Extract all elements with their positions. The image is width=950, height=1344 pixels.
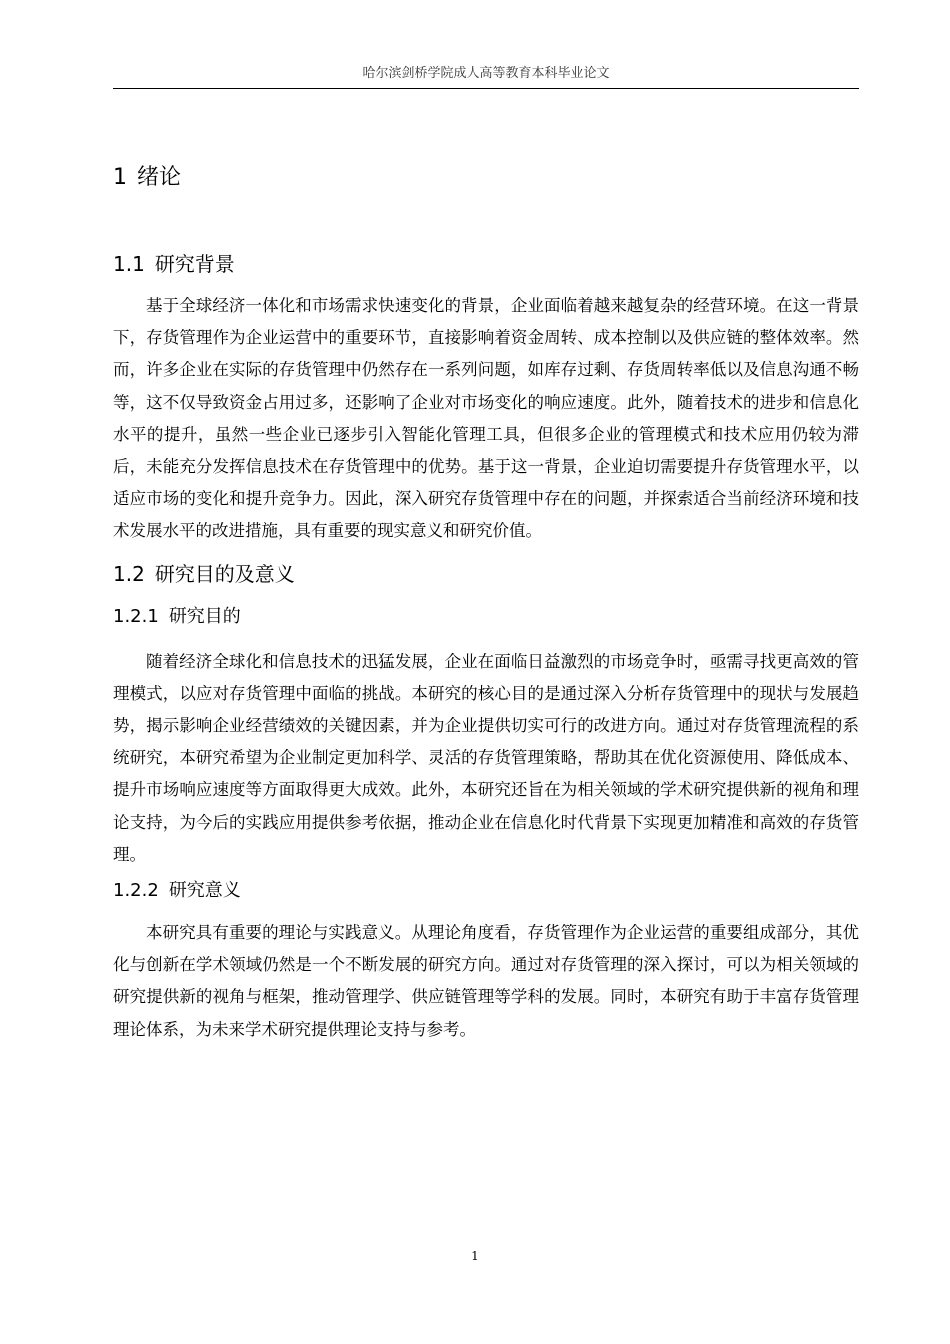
subsection-heading-purpose bbox=[113, 601, 859, 633]
section-number: 1.1 bbox=[113, 252, 145, 276]
chapter-title: 绪论 bbox=[137, 165, 182, 190]
document-body bbox=[113, 158, 859, 1046]
section-heading-purpose-significance bbox=[113, 556, 859, 592]
subsection-number: 1.2.1 bbox=[113, 605, 159, 627]
section-title: 研究目的及意义 bbox=[154, 561, 295, 586]
page-header bbox=[113, 64, 859, 89]
section-heading-background bbox=[113, 246, 859, 282]
paragraph-background: 基于全球经济一体化和市场需求快速变化的背景，企业面临着越来越复杂的经营环境。在这一背景下，存货管理作为企业运营中的重要环节，直接影响着资金周转、成本控制以及供应链的整体效率。然而，许多企业在实际的存货管理中仍然存在一系列问题，如库存过剩、存货周转率低以及信息沟通不畅等，这不仅导致资金占用过多，还影响了企业对市场变化的响应速度。此外，随着技术的进步和信息化水平的提升，虽然一些企业已逐步引入智能化管理工具，但很多企业的管理模式和技术应用仍较为滞后，未能充分发挥信息技术在存货管理中的优势。基于这一背景，企业迫切需要提升存货管理水平，以适应市场的变化和提升竞争力。因此，深入研究存货管理中存在的问题，并探索适合当前经济环境和技术发展水平的改进措施，具有重要的现实意义和研究价值。 bbox=[113, 296, 859, 541]
section-title: 研究背景 bbox=[154, 252, 235, 276]
subsection-title: 研究目的 bbox=[168, 605, 241, 627]
header-title: 哈尔滨剑桥学院成人高等教育本科毕业论文 bbox=[362, 66, 610, 81]
chapter-number: 1 bbox=[113, 165, 127, 190]
paragraph-significance: 本研究具有重要的理论与实践意义。从理论角度看，存货管理作为企业运营的重要组成部分，其优化与创新在学术领域仍然是一个不断发展的研究方向。通过对存货管理的深入探讨，可以为相关领域的研究提供新的视角与框架，推动管理学、供应链管理等学科的发展。同时，本研究有助于丰富存货管理理论体系，为未来学术研究提供理论支持与参考。 bbox=[113, 923, 859, 1039]
subsection-title: 研究意义 bbox=[168, 880, 241, 902]
section-number: 1.2 bbox=[113, 561, 145, 586]
subsection-heading-significance bbox=[113, 875, 859, 907]
chapter-heading bbox=[113, 158, 859, 198]
paragraph-purpose: 随着经济全球化和信息技术的迅猛发展，企业在面临日益激烈的市场竞争时，亟需寻找更高效的管理模式，以应对存货管理中面临的挑战。本研究的核心目的是通过深入分析存货管理中的现状与发展趋势，揭示影响企业经营绩效的关键因素，并为企业提供切实可行的改进方向。通过对存货管理流程的系统研究，本研究希望为企业制定更加科学、灵活的存货管理策略，帮助其在优化资源使用、降低成本、提升市场响应速度等方面取得更大成效。此外，本研究还旨在为相关领域的学术研究提供新的视角和理论支持，为今后的实践应用提供参考依据，推动企业在信息化时代背景下实现更加精准和高效的存货管理。 bbox=[113, 651, 859, 864]
subsection-number: 1.2.2 bbox=[113, 880, 159, 902]
page-number: 1 bbox=[471, 1249, 479, 1263]
